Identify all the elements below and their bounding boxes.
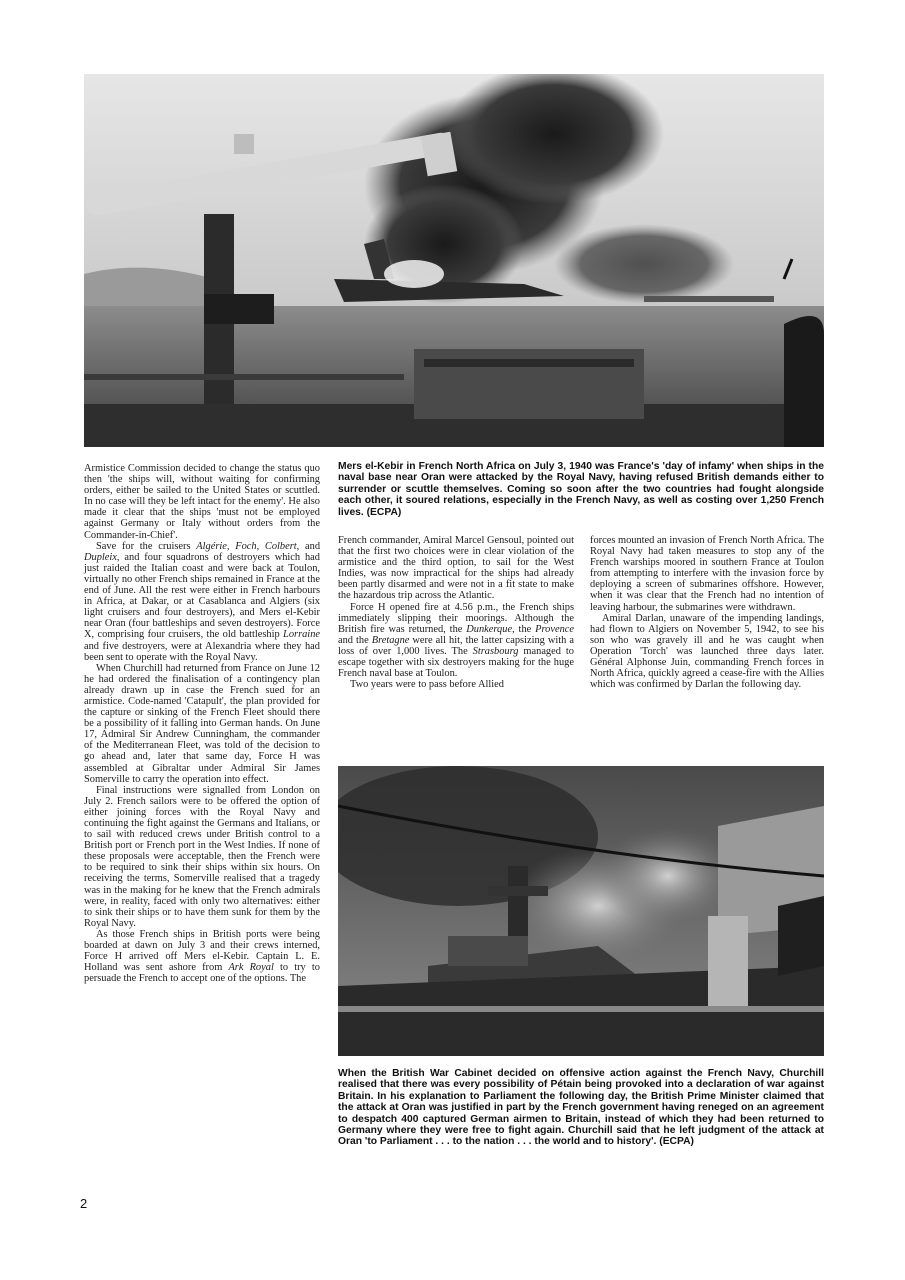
page-number: 2: [80, 1196, 88, 1211]
paragraph: As those French ships in British ports were being boarded at dawn on July 3 and their crews interned, Force H arrived off Mers el-Kebir. Captain L. E. Holland was sent ashore from Ark Royal to try to persuade the French to accept one of the options. The: [84, 928, 320, 985]
paragraph: Armistice Commission decided to change the status quo then 'the ships will, without waiting for confirming orders, either be sailed to the United States or scuttled. In no case will they be left intact for the enemy'. He also made it clear that the ships 'must not be employed against Germany or Italy without orders from the Commander-in-Chief'.: [84, 463, 320, 541]
paragraph: Two years were to pass before Allied: [350, 679, 504, 691]
paragraph: forces mounted an invasion of French North Africa. The Royal Navy had taken measures to stop any of the French warships moored in southern France at Toulon from attempting to interfere with the invasion force by deploying a screen of submarines offshore. However, when it was clear that the French had no intention of leaving harbour, the submarines were withdrawn.: [590, 535, 824, 613]
bottom-photo-caption: When the British War Cabinet decided on offensive action against the French Navy, Churchill realised that there was every possibility of Pétain being provoked into a declaration of war against Britain. In his explanation to Parliament the following day, the British Prime Minister claimed that the attack at Oran was justified in part by the French government having reneged on an agreement to despatch 400 captured German airmen to Britain, instead of which they had been returned to Germany where they were free to fight again. Churchill said that he left judgment of the attack at Oran 'to Parliament . . . to the nation . . . the world and to history'. (ECPA): [338, 1068, 824, 1148]
paragraph: Save for the cruisers Algérie, Foch, Colbert, and Dupleix, and four squadrons of destroyers which had just raided the Italian coast and were back at Toulon, virtually no other French ships remained in France at the end of June. All the rest were either in French harbours in Africa, at Dakar, or at Casablanca and Algiers (six light cruisers and four destroyers), and Mers el-Kebir near Oran (four battleships and seven destroyers). Force X, comprising four cruisers, the old battleship Lorraine and five destroyers, were at Alexandria where they had been sent to operate with the Royal Navy.: [84, 540, 321, 663]
battle-photo-mers-el-kebir-icon: [84, 74, 824, 447]
paragraph: Final instructions were signalled from London on July 2. French sailors were to be offered the option of either joining forces with the Royal Navy and continuing the fight against the Germans and Italians, or to sail with reduced crews under British control to a British port or French port in the West Indies. If none of these proposals were acceptable, then the French were to be required to sink their ships within six hours. On receiving the terms, Somerville realised that a tragedy was in the making for he knew that the French admirals were, in reality, faced with only two alternatives: either to sink their ships or to have them sunk for them by the Royal Navy.: [84, 784, 320, 929]
paragraph: French commander, Amiral Marcel Gensoul, pointed out that the first two choices were in clear violation of the armistice and the third option, to sail for the West Indies, was now impractical for the ships had already been partly disarmed and were not in a fit state to make the hazardous trip across the Atlantic.: [338, 535, 574, 602]
top-photo: [84, 74, 824, 447]
paragraph: Force H opened fire at 4.56 p.m., the French ships immediately slipping their moorings. Although the British fire was returned, the Dunkerque, the Provence and the Bretagne were all hit, the latter capsizing with a loss of over 1,000 lives. The Strasbourg managed to escape together with six destroyers making for the huge French naval base at Toulon.: [338, 601, 574, 680]
battleship-photo-oran-icon: [338, 766, 824, 1056]
text-column-3: [590, 535, 824, 757]
bottom-photo: [338, 766, 824, 1056]
paragraph: When Churchill had returned from France on June 12 he had ordered the finalisation of a contingency plan already drawn up in case the French sued for an armistice. Code-named 'Catapult', the plan provided for the capture or sinking of the French Fleet should there be a possibility of it falling into German hands. On June 17, Admiral Sir Andrew Cunningham, the commander of the Mediterranean Fleet, was told of the decision to go ahead and, later that same day, Force H was assembled at Gibraltar under Admiral Sir James Somerville to carry the operation into effect.: [84, 662, 320, 785]
top-photo-caption: Mers el-Kebir in French North Africa on July 3, 1940 was France's 'day of infamy' when ships in the naval base near Oran were attacked by the Royal Navy, having refused British demands either to surrender or scuttle themselves. Coming so soon after the two countries had fought alongside each other, it soured relations, especially in the French Navy, as well as costing over 1,250 French lives. (ECPA): [338, 461, 824, 518]
text-column-1: [84, 463, 320, 1173]
text-column-2: [338, 535, 574, 757]
paragraph: Amiral Darlan, unaware of the impending landings, had flown to Algiers on November 5, 1942, to see his son who was gravely ill and he was caught when Operation 'Torch' was launched three days later. Général Alphonse Juin, commanding French forces in North Africa, quickly agreed a cease-fire with the Allies which was confirmed by Darlan the following day.: [590, 612, 824, 691]
